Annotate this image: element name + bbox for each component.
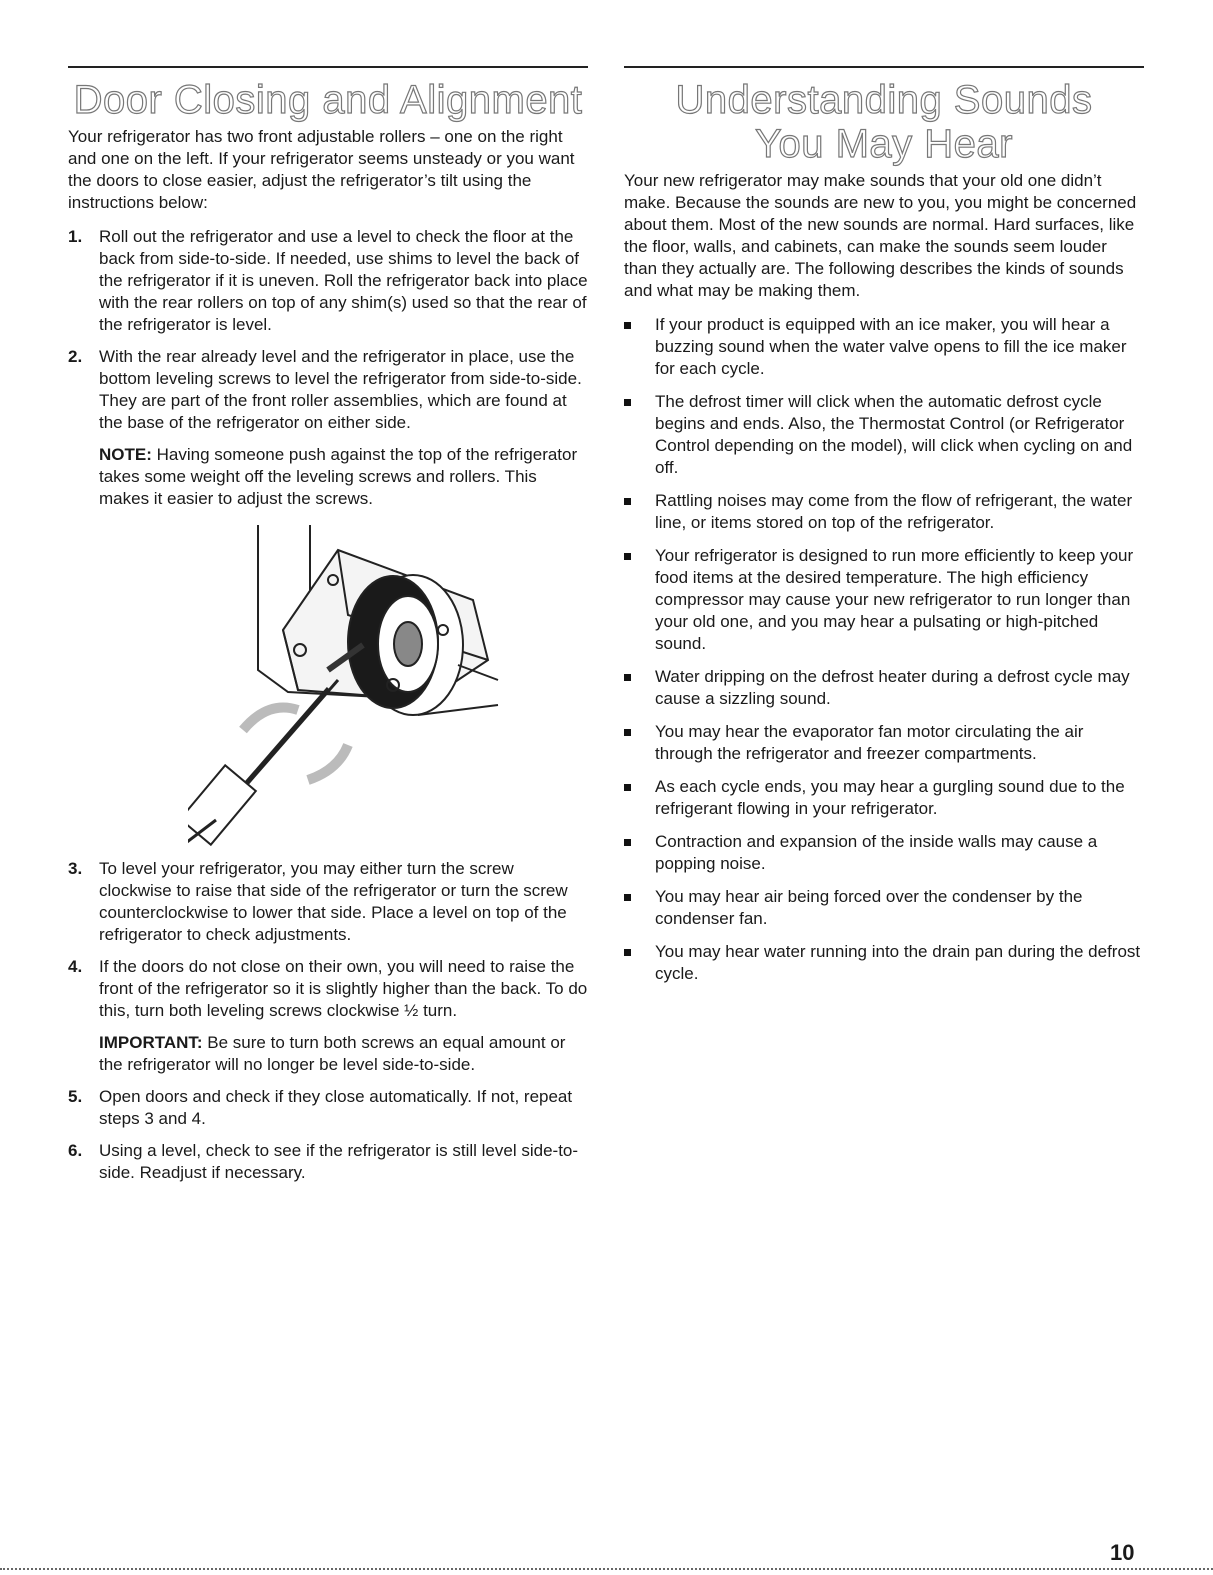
bullet-icon — [624, 729, 631, 736]
steps-list-b — [68, 858, 588, 1184]
sounds-list — [624, 314, 1144, 985]
list-item: You may hear the evaporator fan motor circulating the air through the refrigerator and freezer compartments. — [624, 721, 1144, 765]
list-item: You may hear air being forced over the condenser by the condenser fan. — [624, 886, 1144, 930]
step-item: 1. Roll out the refrigerator and use a level to check the floor at the back from side-to-side. If needed, use shims to level the back of the refrigerator if it is uneven. Roll the refrigerator back into place with the rear rollers on top of any shim(s) used so that the rear of the refrigerator is level. — [68, 227, 588, 334]
list-item: Contraction and expansion of the inside walls may cause a popping noise. — [624, 831, 1144, 875]
bullet-icon — [624, 553, 631, 560]
steps-list-a — [68, 226, 588, 510]
list-item: You may hear water running into the drain pan during the defrost cycle. — [624, 941, 1144, 985]
footer-rule — [0, 1568, 1213, 1570]
section-rule — [68, 66, 588, 68]
bullet-icon — [624, 322, 631, 329]
step-item: 5. Open doors and check if they close automatically. If not, repeat steps 3 and 4. — [68, 1087, 573, 1128]
intro-paragraph: Your new refrigerator may make sounds that your old one didn’t make. Because the sounds are new to you, you might be concerned about them. Most of the new sounds are normal. Hard surfaces, like the floor, walls, and cabinets, can make the sounds seem louder than they actually are. The following describes the kinds of sounds and what may be making them. — [624, 171, 1137, 300]
right-column — [624, 66, 1144, 996]
list-item: The defrost timer will click when the automatic defrost cycle begins and ends. Also, the Thermostat Control (or Refrigerator Control depending on the model), will click when cycling on and off. — [624, 391, 1144, 479]
step-item: 2. With the rear already level and the refrigerator in place, use the bottom leveling screws to level the refrigerator from side-to-side. They are part of the front roller assemblies, which are found at the base of the refrigerator on either side. NOTE: Having someone push against the top of the refrigerator takes some weight off the leveling screws and rollers. This makes it easier to adjust the screws. — [68, 346, 588, 510]
list-item: As each cycle ends, you may hear a gurgling sound due to the refrigerant flowing in your refrigerator. — [624, 776, 1144, 820]
bullet-icon — [624, 894, 631, 901]
section-rule — [624, 66, 1144, 68]
list-item: Your refrigerator is designed to run more efficiently to keep your food items at the desired temperature. The high efficiency compressor may cause your new refrigerator to run longer than your old one, and you may hear a pulsating or high-pitched sound. — [624, 545, 1144, 655]
list-item: Rattling noises may come from the flow of refrigerant, the water line, or items stored on top of the refrigerator. — [624, 490, 1144, 534]
bullet-icon — [624, 498, 631, 505]
intro-paragraph: Your refrigerator has two front adjustable rollers – one on the right and one on the left. If your refrigerator seems unsteady or you want the doors to close easier, adjust the refrigerator’s tilt using the instructions below: — [68, 127, 575, 212]
section-title-sounds: Understanding Sounds You May Hear — [675, 78, 1093, 166]
bullet-icon — [624, 674, 631, 681]
note-paragraph: NOTE: Having someone push against the top of the refrigerator takes some weight off the leveling screws and rollers. This makes it easier to adjust the screws. — [99, 445, 578, 508]
bullet-icon — [624, 399, 631, 406]
list-item: If your product is equipped with an ice maker, you will hear a buzzing sound when the water valve opens to fill the ice maker for each cycle. — [624, 314, 1144, 380]
left-column — [68, 66, 588, 1194]
step-item: 6. Using a level, check to see if the refrigerator is still level side-to-side. Readjust if necessary. — [68, 1141, 579, 1182]
section-title-door-alignment: Door Closing and Alignment — [73, 78, 583, 122]
roller-adjustment-illustration — [188, 520, 518, 850]
page-number: 10 — [1110, 1540, 1135, 1565]
step-item: 4. If the doors do not close on their own, you will need to raise the front of the refrigerator so it is slightly higher than the back. To do this, turn both leveling screws clockwise ½ turn. IMPORTANT: Be sure to turn both screws an equal amount or the refrigerator will no longer be level side-to-side. — [68, 957, 588, 1074]
bullet-icon — [624, 949, 631, 956]
step-item: 3. To level your refrigerator, you may either turn the screw clockwise to raise that side of the refrigerator or turn the screw counterclockwise to lower that side. Place a level on top of the refrigerator to check adjustments. — [68, 859, 568, 944]
bullet-icon — [624, 839, 631, 846]
important-paragraph: IMPORTANT: Be sure to turn both screws an equal amount or the refrigerator will no longer be level side-to-side. — [99, 1033, 566, 1074]
bullet-icon — [624, 784, 631, 791]
list-item: Water dripping on the defrost heater during a defrost cycle may cause a sizzling sound. — [624, 666, 1144, 710]
